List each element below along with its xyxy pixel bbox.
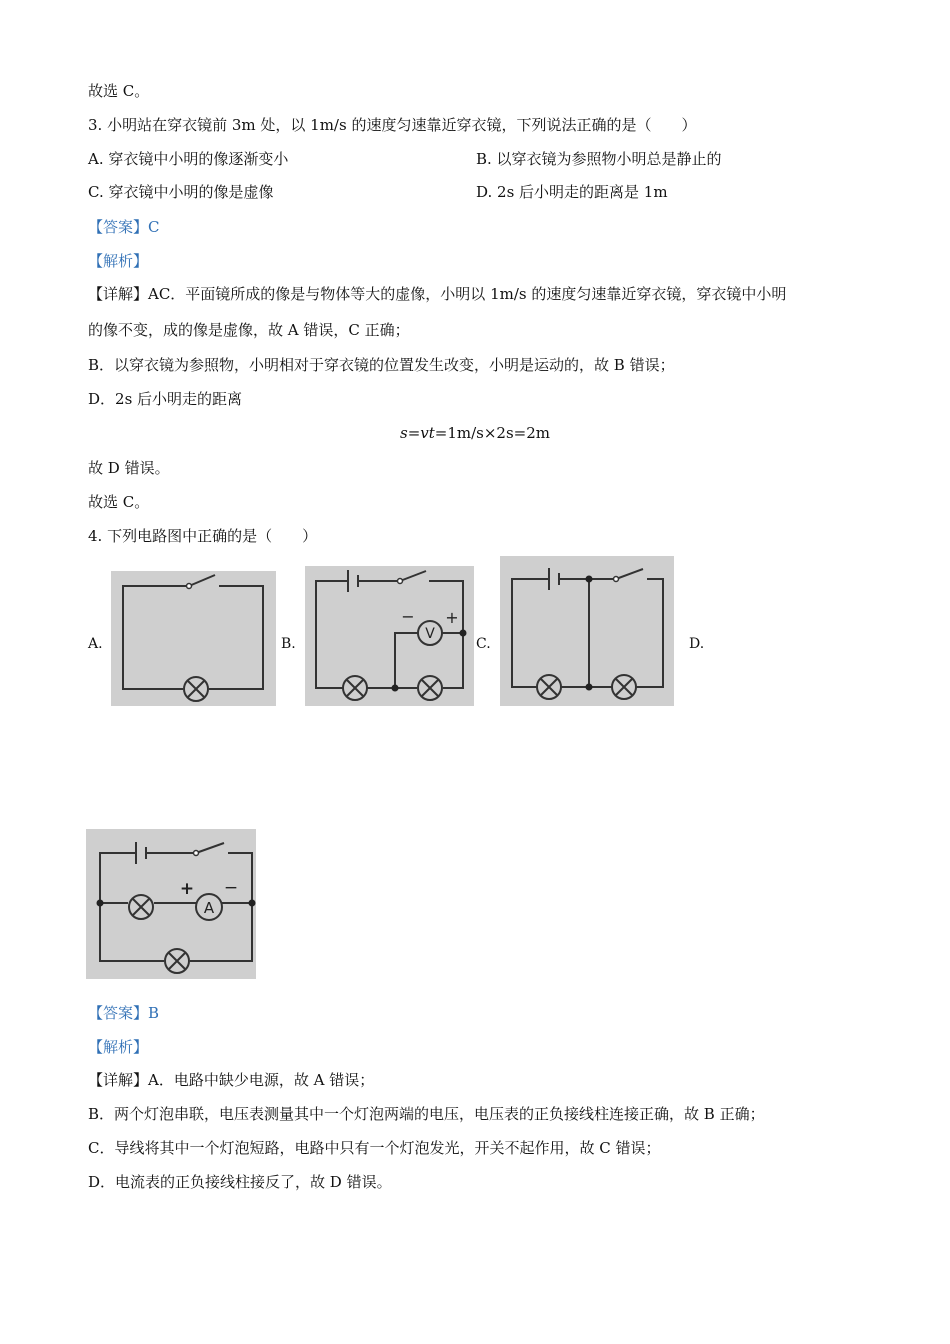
ammeter-plus: + — [179, 879, 195, 899]
question-3-stem: 3. 小明站在穿衣镜前 3m 处，以 1m/s 的速度匀速靠近穿衣镜，下列说法正确的是（ ） — [88, 116, 697, 134]
circuit-diagram-d — [86, 829, 256, 979]
bulb-icon — [418, 676, 442, 700]
line-select-c-prev: 故选 C。 — [88, 82, 150, 100]
bulb-icon — [537, 675, 561, 699]
analysis-4-label: 【解析】 — [88, 1038, 149, 1056]
detail-4-line-3: C．导线将其中一个灯泡短路，电路中只有一个灯泡发光，开关不起作用，故 C 错误； — [88, 1139, 661, 1157]
figure-label-b: B. — [281, 636, 296, 652]
detail-4-line-4: D．电流表的正负接线柱接反了，故 D 错误。 — [88, 1173, 392, 1191]
analysis-3-label: 【解析】 — [88, 252, 149, 270]
bulb-icon — [184, 677, 208, 701]
figure-label-d: D. — [689, 636, 705, 652]
detail-4-line-2: B．两个灯泡串联，电压表测量其中一个灯泡两端的电压，电压表的正负接线柱连接正确，故 B 正确； — [88, 1105, 765, 1123]
formula-rest: =1m/s×2s=2m — [434, 424, 551, 442]
question-3-option-a: A. 穿衣镜中小明的像逐渐变小 — [88, 150, 289, 168]
circuit-diagram-c — [500, 556, 674, 706]
detail-3-line-3: B．以穿衣镜为参照物，小明相对于穿衣镜的位置发生改变，小明是运动的，故 B 错误； — [88, 356, 675, 374]
formula-equals: = — [407, 424, 421, 442]
circuit-diagram-a — [111, 571, 276, 706]
figure-label-c: C. — [476, 636, 491, 652]
question-4-stem: 4. 下列电路图中正确的是（ ） — [88, 527, 318, 545]
question-3-option-c: C. 穿衣镜中小明的像是虚像 — [88, 183, 274, 201]
formula-s: s — [399, 424, 408, 442]
voltmeter-plus: + — [445, 608, 459, 627]
ammeter-label: A — [203, 899, 215, 917]
detail-3-line-2: 的像不变，成的像是虚像，故 A 错误，C 正确； — [88, 321, 410, 339]
detail-3-line-6: 故选 C。 — [88, 493, 150, 511]
ammeter-minus: − — [223, 878, 239, 898]
detail-3-line-1: 【详解】AC．平面镜所成的像是与物体等大的虚像，小明以 1m/s 的速度匀速靠近穿衣镜，穿衣镜中小明 — [88, 285, 787, 303]
figure-label-a: A. — [88, 636, 103, 652]
circuit-diagram-b — [305, 566, 474, 706]
detail-4-line-1: 【详解】A．电路中缺少电源，故 A 错误； — [88, 1071, 375, 1089]
voltmeter-minus: − — [401, 607, 415, 626]
detail-3-line-4: D．2s 后小明走的距离 — [88, 390, 243, 408]
voltmeter-label: V — [425, 626, 435, 642]
bulb-icon — [612, 675, 636, 699]
answer-4-label: 【答案】B — [88, 1004, 160, 1022]
detail-3-line-5: 故 D 错误。 — [88, 459, 170, 477]
voltmeter-icon — [418, 621, 442, 645]
answer-3-label: 【答案】C — [88, 218, 160, 236]
question-3-option-d: D. 2s 后小明走的距离是 1m — [476, 183, 668, 201]
formula-distance — [0, 423, 950, 443]
bulb-icon — [165, 949, 189, 973]
bulb-icon — [129, 895, 153, 919]
bulb-icon — [343, 676, 367, 700]
question-3-option-b: B. 以穿衣镜为参照物小明总是静止的 — [476, 150, 722, 168]
formula-vt: vt — [420, 424, 435, 442]
ammeter-icon — [196, 894, 222, 920]
